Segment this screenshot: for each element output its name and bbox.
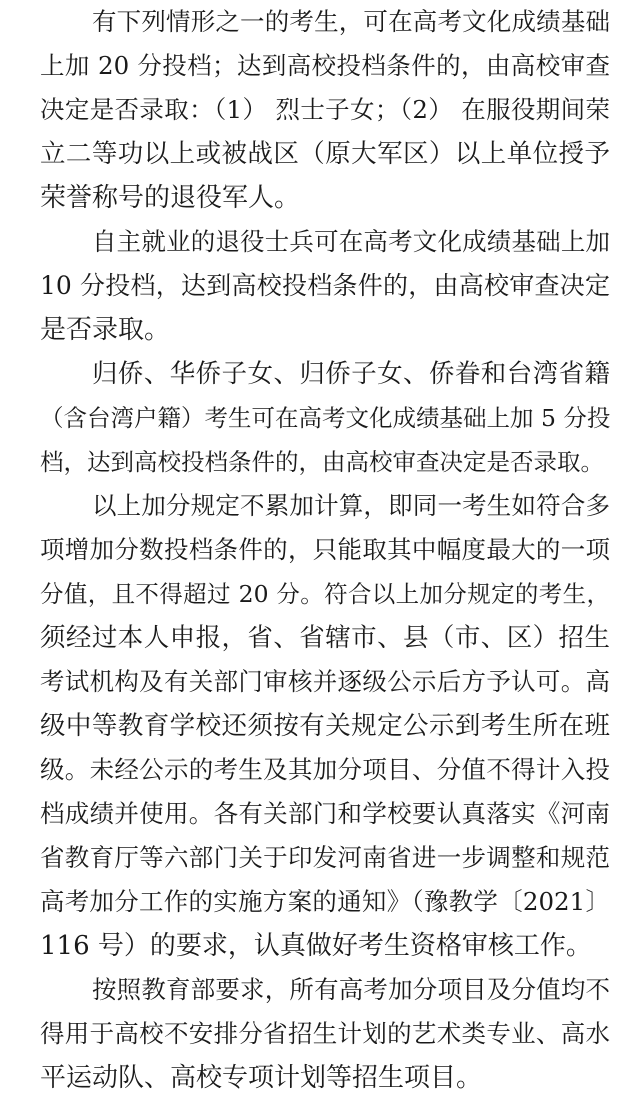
text-line: 有下列情形之一的考生，可在高考文化成绩基础 [92, 7, 610, 36]
text-line: 档成绩并使用。各有关部门和学校要认真落实《河南 [40, 799, 610, 828]
text-line: 决定是否录取：（1） 烈士子女；（2） 在服役期间荣 [40, 95, 610, 124]
text-line: 是否录取。 [40, 315, 171, 345]
text-line: 得用于高校不安排分省招生计划的艺术类专业、高水 [40, 1019, 610, 1048]
text-line: 级。未经公示的考生及其加分项目、分值不得计入投 [40, 755, 610, 784]
text-line: 荣誉称号的退役军人。 [40, 183, 301, 213]
text-line: 平运动队、高校专项计划等招生项目。 [40, 1063, 483, 1093]
text-line: 项增加分数投档条件的，只能取其中幅度最大的一项 [40, 535, 610, 564]
text-line: 级中等教育学校还须按有关规定公示到考生所在班 [40, 711, 610, 741]
text-line: 上加 20 分投档；达到高校投档条件的，由高校审查 [40, 51, 610, 80]
text-line: 档，达到高校投档条件的，由高校审查决定是否录取。 [40, 448, 604, 476]
text-line: 分值，且不得超过 20 分。符合以上加分规定的考生， [40, 580, 610, 608]
text-line: 10 分投档，达到高校投档条件的，由高校审查决定 [40, 271, 610, 300]
text-line: （含台湾户籍）考生可在高考文化成绩基础上加 5 分投 [40, 404, 610, 432]
text-line: 按照教育部要求，所有高考加分项目及分值均不 [92, 975, 610, 1004]
paragraph-bonus-20 [40, 0, 610, 220]
text-line: 以上加分规定不累加计算，即同一考生如符合多 [92, 491, 610, 520]
text-line: 立二等功以上或被战区（原大军区）以上单位授予 [40, 139, 610, 169]
text-line: 须经过本人申报，省、省辖市、县（市、区）招生 [40, 623, 610, 653]
text-line: 省教育厅等六部门关于印发河南省进一步调整和规范 [40, 843, 610, 872]
text-line: 归侨、华侨子女、归侨子女、侨眷和台湾省籍 [92, 359, 610, 389]
text-line: 自主就业的退役士兵可在高考文化成绩基础上加 [92, 227, 610, 256]
paragraph-art-sports-exclusion [40, 968, 610, 1100]
paragraph-bonus-5 [40, 352, 610, 484]
text-line: 116 号）的要求，认真做好考生资格审核工作。 [40, 931, 592, 961]
paragraph-bonus-10 [40, 220, 610, 352]
text-line: 考试机构及有关部门审核并逐级公示后方予认可。高 [40, 667, 610, 696]
paragraph-non-cumulative [40, 484, 610, 968]
text-line: 高考加分工作的实施方案的通知》（豫教学〔2021〕 [40, 887, 610, 916]
